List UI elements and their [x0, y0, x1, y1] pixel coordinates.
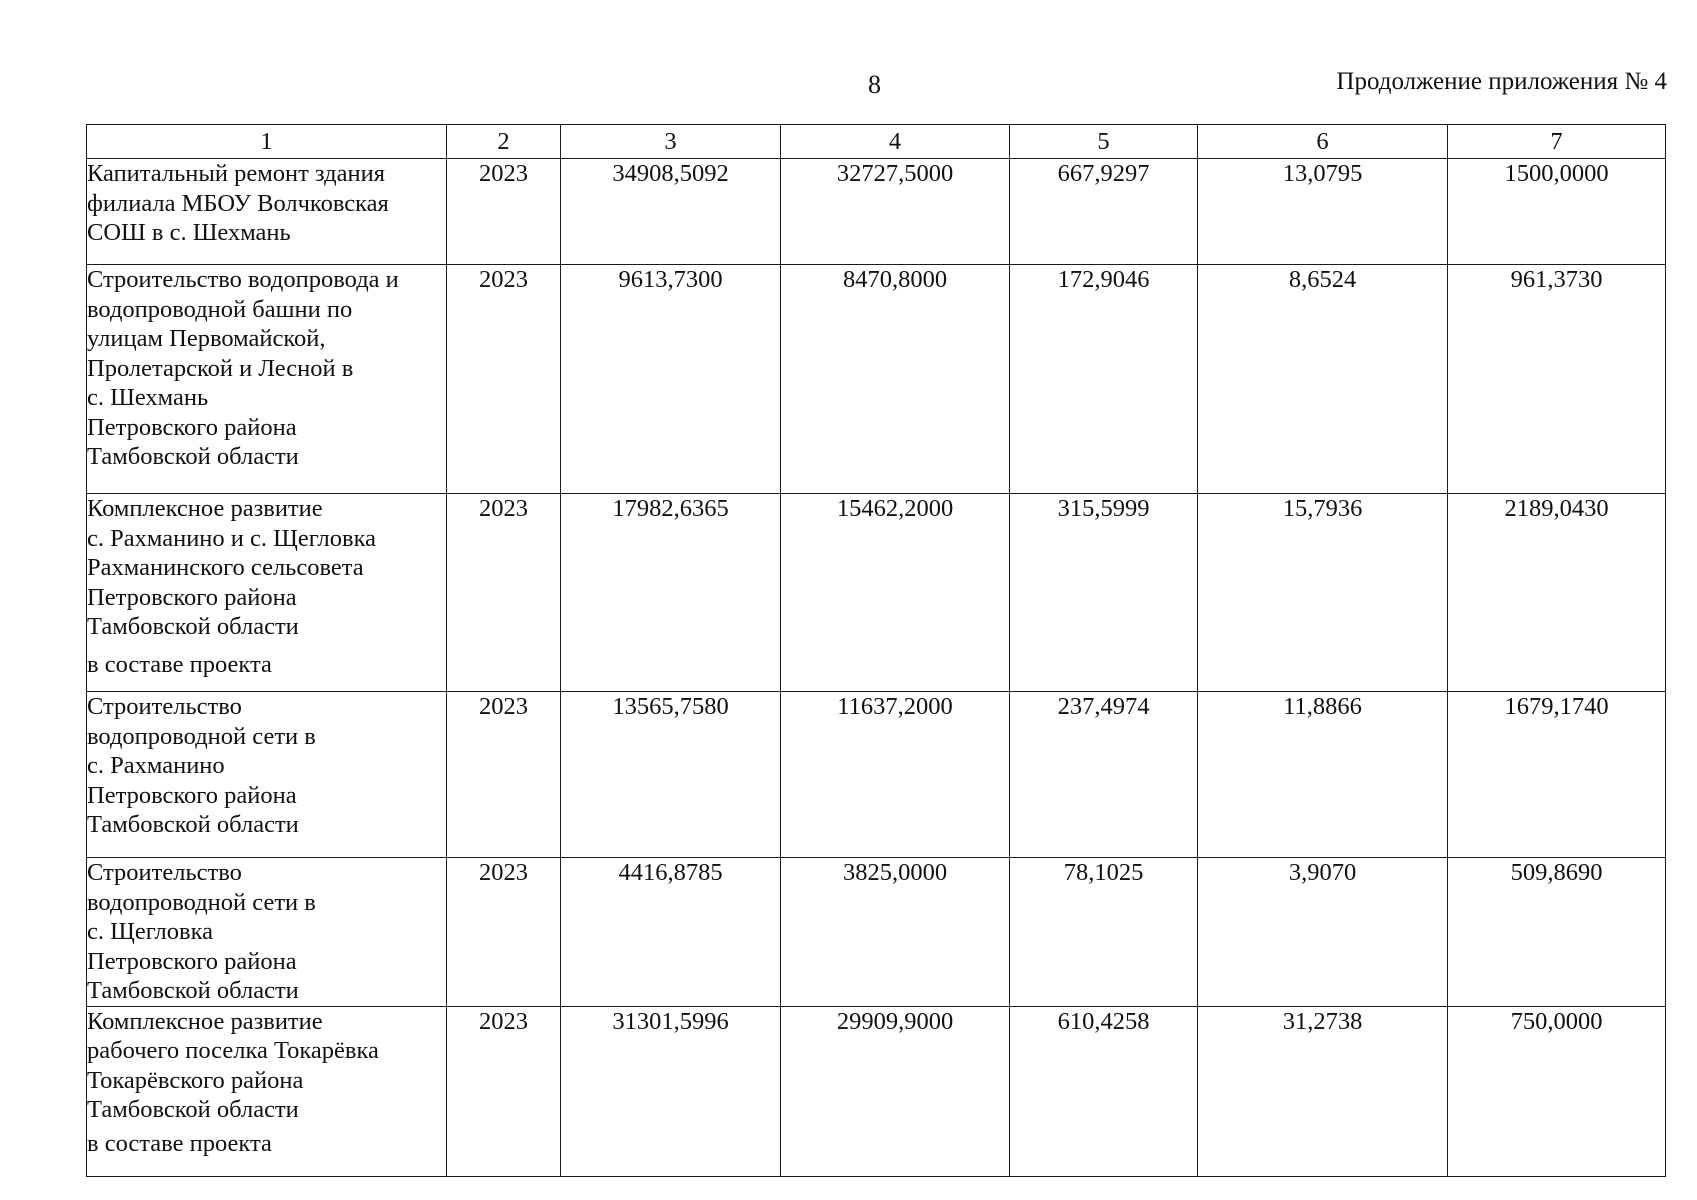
object-name-line: Строительство — [87, 859, 242, 886]
value-cell: 4416,8785 — [561, 858, 781, 1007]
appendix-continuation-label: Продолжение приложения № 4 — [1336, 68, 1667, 95]
value-cell: 29909,9000 — [781, 1006, 1010, 1176]
object-name-line: с. Рахманино и с. Щегловка — [87, 524, 376, 552]
object-name-line: улицам Первомайской, — [87, 325, 326, 352]
value-cell: 172,9046 — [1010, 265, 1198, 494]
year-cell: 2023 — [447, 494, 561, 692]
column-header: 7 — [1448, 125, 1666, 159]
object-name-line: с. Рахманино — [87, 752, 225, 779]
object-name-line: Тамбовской области — [87, 977, 299, 1004]
object-name-line: водопроводной сети в — [87, 888, 316, 916]
value-cell: 750,0000 — [1448, 1006, 1666, 1176]
value-cell: 15,7936 — [1198, 494, 1448, 692]
object-name-line: филиала МБОУ Волчковская — [87, 189, 389, 217]
value-cell: 9613,7300 — [561, 265, 781, 494]
year-cell: 2023 — [447, 1006, 561, 1176]
year-cell: 2023 — [447, 265, 561, 494]
value-cell: 17982,6365 — [561, 494, 781, 692]
table-row — [87, 265, 1666, 494]
value-cell: 1679,1740 — [1448, 692, 1666, 858]
column-header: 3 — [561, 125, 781, 159]
object-name-line: Строительство — [87, 693, 242, 720]
value-cell: 15462,2000 — [781, 494, 1010, 692]
table-row — [87, 692, 1666, 858]
value-cell: 8,6524 — [1198, 265, 1448, 494]
object-name-line: Капитальный ремонт здания — [87, 160, 385, 187]
year-cell: 2023 — [447, 692, 561, 858]
object-name-line: с. Щегловка — [87, 918, 213, 945]
column-header: 2 — [447, 125, 561, 159]
object-name-line: в составе проекта — [87, 1129, 272, 1157]
object-name-line: с. Шехмань — [87, 384, 209, 411]
object-name-cell — [87, 1006, 447, 1176]
object-name-line: Петровского района — [87, 413, 297, 441]
value-cell: 78,1025 — [1010, 858, 1198, 1007]
object-name-line: водопроводной башни по — [87, 295, 353, 323]
year-cell: 2023 — [447, 159, 561, 265]
value-cell: 32727,5000 — [781, 159, 1010, 265]
object-name-line: Тамбовской области — [87, 613, 299, 640]
object-name-line: Тамбовской области — [87, 811, 299, 838]
value-cell: 509,8690 — [1448, 858, 1666, 1007]
value-cell: 237,4974 — [1010, 692, 1198, 858]
object-name-line: Комплексное развитие — [87, 495, 323, 522]
object-name-cell — [87, 692, 447, 858]
value-cell: 11,8866 — [1198, 692, 1448, 858]
value-cell: 1500,0000 — [1448, 159, 1666, 265]
object-name-line: Строительство водопровода и — [87, 266, 399, 293]
value-cell: 961,3730 — [1448, 265, 1666, 494]
object-name-line: рабочего поселка Токарёвка — [87, 1037, 379, 1064]
object-name-line: в составе проекта — [87, 650, 272, 678]
value-cell: 13565,7580 — [561, 692, 781, 858]
value-cell: 13,0795 — [1198, 159, 1448, 265]
value-cell: 667,9297 — [1010, 159, 1198, 265]
object-name-cell — [87, 494, 447, 692]
object-name-line: Пролетарской и Лесной в — [87, 354, 354, 382]
value-cell: 31,2738 — [1198, 1006, 1448, 1176]
value-cell: 315,5999 — [1010, 494, 1198, 692]
column-header: 1 — [87, 125, 447, 159]
object-name-line: Петровского района — [87, 583, 297, 611]
column-header: 6 — [1198, 125, 1448, 159]
appendix-table — [86, 124, 1666, 1177]
column-header: 5 — [1010, 125, 1198, 159]
object-name-line: Токарёвского района — [87, 1066, 304, 1094]
object-name-line: Петровского района — [87, 947, 297, 975]
value-cell: 31301,5996 — [561, 1006, 781, 1176]
object-name-line: Комплексное развитие — [87, 1007, 323, 1035]
object-name-cell — [87, 159, 447, 265]
table-row — [87, 1006, 1666, 1176]
object-name-cell — [87, 858, 447, 1007]
value-cell: 610,4258 — [1010, 1006, 1198, 1176]
column-number-row — [87, 125, 1666, 159]
column-header: 4 — [781, 125, 1010, 159]
value-cell: 8470,8000 — [781, 265, 1010, 494]
object-name-line: водопроводной сети в — [87, 722, 316, 750]
object-name-line: Петровского района — [87, 781, 297, 809]
table-row — [87, 159, 1666, 265]
value-cell: 2189,0430 — [1448, 494, 1666, 692]
object-name-line: СОШ в с. Шехмань — [87, 219, 291, 246]
object-name-line: Тамбовской области — [87, 1096, 299, 1123]
object-name-cell — [87, 265, 447, 494]
value-cell: 3825,0000 — [781, 858, 1010, 1007]
object-name-line: Рахманинского сельсовета — [87, 554, 364, 581]
value-cell: 3,9070 — [1198, 858, 1448, 1007]
table-row — [87, 858, 1666, 1007]
object-name-line: Тамбовской области — [87, 443, 299, 470]
value-cell: 11637,2000 — [781, 692, 1010, 858]
page-number: 8 — [868, 70, 881, 99]
year-cell: 2023 — [447, 858, 561, 1007]
table-row — [87, 494, 1666, 692]
value-cell: 34908,5092 — [561, 159, 781, 265]
